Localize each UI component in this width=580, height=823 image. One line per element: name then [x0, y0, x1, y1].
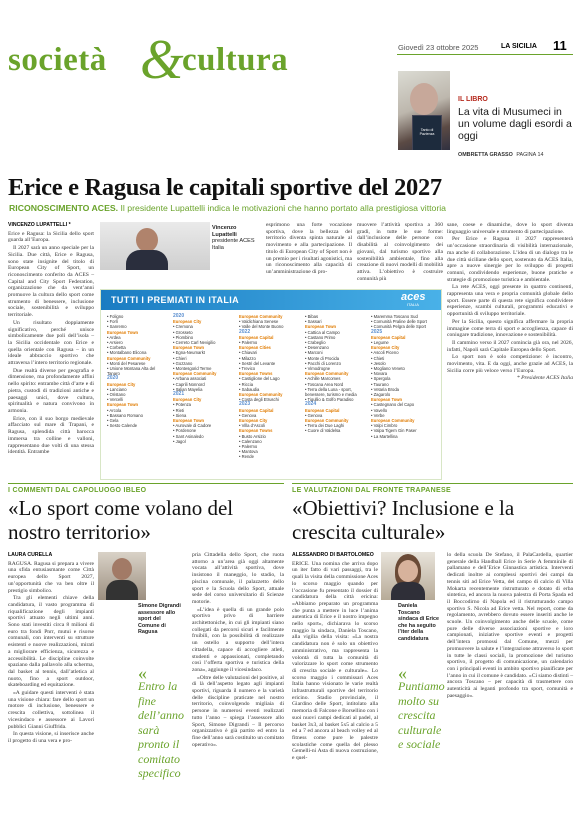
winner-entry: • Villa d’Ascoli: [239, 423, 266, 429]
toscano-caption: [398, 603, 440, 642]
lupattelli-caption: [212, 225, 262, 252]
winner-entry: • Cattica al Campo: [305, 329, 340, 335]
winner-entry: 2023: [239, 401, 251, 408]
winners-column: [305, 314, 367, 434]
winner-entry: European City: [239, 418, 268, 424]
winner-entry: • Chieti: [371, 355, 385, 361]
winner-entry: European Town: [305, 324, 337, 330]
story2-paragraph: Tra gli elementi chiave della candidatura, il vasto programma di riqualificazione degli impianti sportivi attuato negli ultimi anni. Sono stati investiti circa 8 milioni di euro tra fondi Pnrr, mutui e risorse comunali, con interventi su strutture esistenti e nuove realizzazioni, mirati a migliorare efficienza, sicurezza e accessibilità. Le discipline coinvolte spaziano dalla pallavolo alla scherma, dal basket al tennis, dall’atletica al nuoto, fino a sport outdoor, skateboarding ed equitazione.: [8, 595, 94, 689]
winner-entry: • Valpi Cimbro: [371, 423, 398, 429]
winner-entry: • Marconi: [305, 350, 323, 356]
winner-entry: • Monte di Procida: [305, 355, 340, 361]
lead-paragraph: Erice e Ragusa: la Sicilia dello sport guarda all’Europa.: [8, 230, 94, 244]
winner-entry: • Siena: [173, 412, 187, 418]
lead-paragraph: Per Erice e Ragusa il 2027 rappresenterà un’occasione straordinaria di visibilità internazionale, ma anche di collaborazione. L’idea di un dialogo tra le due città siciliane dello sport, sostenuto da ACES Italia, apre a nuove sinergie per lo sviluppo di progetti comuni, condividendo esperienze, buone pratiche e strategie di promozione turistica e ambientale.: [447, 236, 573, 283]
winner-entry: • Busto Arsizio: [239, 433, 266, 439]
portrait-body: [126, 250, 168, 270]
winner-entry: • Vimodrogne: [305, 366, 331, 372]
winner-entry: • Palermo: [239, 340, 258, 346]
winner-entry: • Novara: [371, 371, 388, 377]
winner-entry: • Cremona: [173, 324, 193, 330]
lead-paragraph: Lo sport non è solo competizione: è incontro, movimento, vita. E da oggi, anche grazie ad ACES, la Sicilia corre più veloce verso l’Europa.: [447, 354, 573, 374]
winner-entry: • Italian Mayelia: [173, 386, 203, 392]
story2-headline[interactable]: «Lo sport come volano del nostro territorio»: [8, 496, 234, 544]
section-title-societa: società: [8, 42, 107, 78]
winner-entry: • Bassano Romano: [107, 412, 143, 418]
lead-subtitle: Il presidente Lupattelli indica le motivazioni che hanno portato alla prestigiosa vittoria: [120, 203, 447, 213]
story3-paragraph: ERICE. Una nomina che arriva dopo un iter fatto di vari passaggi, tra le quali la visita della commissione Aces lo scorso maggio quando per l’occasione fu presentato il dossier di candidatura della città ericina: «Abbiamo preparato un programma che punta a mettere in luce l’anima autentica di Erice e il nostro impegno nello sport», dichiarava lo scorso maggio la sindaca, Daniela Toscano, alla vigilia della visita: «La nostra candidatura non è solo un obiettivo amministrativo, ma rappresenta la volontà di tutta la comunità di valorizzare lo sport come strumento di crescita sociale e culturale». Lo scorso maggio i commissari Aces Italia hanno visionato le varie realtà infrastrutturali sportive del territorio ericino. Stadio provinciale, il Giardino delle Sport, intitolato alla memoria di Falcone e Borsellino con i suoi nuovi campi dedicati al padel, al basket 3x3, al basket 5x5 al calcio a 5 ed a 7 ed ancora al beach volley ed al fitness come pure le palestre scolastiche come quella del plesso Gemelli-ni Asta di nuova costruzione, e quel-: [292, 560, 378, 762]
lead-paragraph: Per la Sicilia, questo significa affermare la propria immagine come terra di sport e accoglienza, capace di coniugare tradizione, innovazione e sostenibilità.: [447, 318, 573, 339]
winner-entry: • Rende: [239, 454, 254, 460]
lead-col-5: [447, 222, 573, 383]
winner-entry: • Toscana Area Nord: [305, 381, 344, 387]
story2-paragraph: In questa visione, si inserisce anche il progetto di una vera e pro-: [8, 731, 94, 744]
winner-entry: • Spergola: [371, 376, 391, 382]
page-date: Giovedì 23 ottobre 2025: [398, 43, 479, 52]
winner-entry: • Zagarolo: [371, 392, 391, 398]
lead-paragraph: Due realtà diverse per geografia e dimensione, ma profondamente affini nello spirito: entrambe città d’arte e di pietra, custodi di tradizioni antiche e paesaggi unici, dove cultura, spiritualità e natura convivono in armonia.: [8, 367, 94, 414]
lead-col-3-top: [266, 222, 352, 277]
book-title: Tanto di Pazienza: [419, 128, 435, 136]
winner-entry: • Arbana associati: [173, 376, 207, 382]
winner-entry: • Sanremo: [107, 324, 127, 330]
winner-entry: • Egna-Neumarkt: [173, 350, 205, 356]
winner-entry: 2020: [107, 375, 119, 382]
winner-entry: • Mantova: [239, 449, 258, 455]
story2-quote-mark: «: [138, 663, 147, 683]
winner-entry: • Lanciano: [107, 386, 127, 392]
lead-byline: VINCENZO LUPATTELLI *: [8, 222, 71, 228]
lead-col-4-top: [357, 222, 443, 283]
paper-name: LA SICILIA: [501, 43, 537, 50]
winners-graphic: [100, 289, 442, 480]
story2-rule: [8, 483, 284, 484]
winner-entry: European Cities: [239, 345, 271, 351]
winner-entry: • Tigullio & Golfo Paradiso: [305, 397, 354, 403]
winner-entry: • Pacchi di Lorenzo: [305, 360, 341, 366]
winner-entry: European Community: [173, 371, 217, 377]
story3-section: LE VALUTAZIONI DAL FRONTE TRAPANESE: [292, 487, 451, 494]
toscano-head: [398, 560, 418, 582]
lead-paragraph: Erice, con il suo borgo medievale affacciato sul mare di Trapani, e Ragusa, splendida città barocca immersa tra colline e valloni, rappresentano due volti di una stessa identità. Entrambe: [8, 415, 94, 456]
winner-entry: • Riccia: [239, 381, 254, 387]
winner-entry: • Grosseto: [173, 329, 193, 335]
story2-byline: LAURA CURELLA: [8, 552, 53, 558]
lead-paragraph: esprimono una forte vocazione sportiva, dove la bellezza del territorio diventa spinta naturale al movimento e alla partecipazione. Il titolo di European City of Sport non è un premio per i risultati agonistici, ma un riconoscimento alla capacità di un’amministrazione di pro-: [266, 222, 352, 275]
winner-entry: 2020: [173, 313, 185, 319]
winner-entry: • Taurano: [371, 381, 389, 387]
lead-headline[interactable]: Erice e Ragusa le capitali sportive del 2027: [8, 174, 442, 201]
winners-column: [239, 314, 301, 460]
winner-entry: • La Martellina: [371, 433, 398, 439]
winner-entry: • Achille Marcomes: [305, 376, 341, 382]
story3-byline: ALESSANDRO DI BARTOLOMEO: [292, 552, 374, 558]
winner-entry: • Rieti: [173, 407, 185, 413]
winner-entry: • Unione Montana Alta del Tanaro: [107, 366, 156, 377]
winner-entry: • Arsiero: [107, 340, 123, 346]
story3-col-3: [447, 552, 573, 700]
story3-paragraph: lo della scuola De Stefano, il PalaCardella, quartier generale della Handball Erice in Serie A femminile di pallamano e dell’Erice Ginnastica artistica. Interventi dedicati inoltre ai complessi sportivi dei campi da tennis siti ad Erice Vetta, del campo di calcio di Villa Mokarta recentemente ristrutturato e dotato di erba sintetica, ed ancora la nuova palestra di Porta Spada ed il Boccodirno di Napola ed il ristrutturando campo sportivo S. Nicola ad Erice vetta. Nel report, come da regolamento, avrebbero dovuto essere inseriti anche le scuole. Un coinvolgimento anche delle scuole, come pure delle diverse associazioni sportive e loro campionati, iniziative sportive eventi e progetti dell’intera promossi dal Comune, mezzi per promuovere la salute e l’integrazione attraverso lo sport in tutte le classi sociali, la promozione del turismo sportivo, il progetto di comunicazione, un calendario con i principali eventi in ambito sportivo pianificate per l’anno in cui il comune è candidato. «Ci siamo distinti – ancora Toscano – per capacità di trasmettere con autenticità ai leganti profondo tra sport, comunità e paesaggio».: [447, 552, 573, 699]
winner-entry: • Valle del Monte Buono: [239, 324, 284, 330]
winner-entry: • Chieri: [173, 355, 187, 361]
winner-entry: • Foligno: [107, 314, 124, 319]
winner-entry: • Pordenone: [173, 428, 197, 434]
winner-entry: European Capital: [239, 334, 274, 340]
lead-paragraph: La rete ACES, oggi presente in quattro continenti, rappresenta una vera e propria comunità globale dello sport. Essere parte di questa rete significa condividere esperienze, scambi culturali, programmi educativi e opportunità di sviluppo territoriale.: [447, 284, 573, 318]
winner-entry: • Sassari: [305, 319, 322, 325]
winner-entry: • Costa degli Etruschi: [239, 397, 279, 403]
winner-entry: • Aurovale di Cadore: [173, 423, 212, 429]
page-number: 11: [553, 38, 567, 53]
winner-entry: • Valdichiana Senese: [239, 319, 279, 325]
winner-entry: • Castano Primo: [305, 334, 336, 340]
winner-entry: • Cerreto Carl Nevigilio: [173, 340, 216, 346]
winner-entry: • Ardea: [107, 334, 121, 340]
winner-entry: • Gela: [107, 418, 119, 424]
digrandi-caption: [138, 603, 182, 636]
winner-entry: • Jesolo: [371, 360, 386, 366]
winner-entry: 2024: [305, 401, 317, 408]
winner-entry: European Town: [173, 345, 205, 351]
lead-paragraph: Il 2027 sarà un anno speciale per la Sicilia. Due città, Erice e Ragusa, sono state insignite del titolo di European City of Sport, un riconoscimento conferito da ACES – Capital and City Sport Federation, organizzazione che da vent’anni promuove la cultura dello sport come strumento di benessere, inclusione sociale, sostenibilità e sviluppo territoriale.: [8, 245, 94, 319]
winner-entry: • Comunità Praline delle Sport: [371, 319, 427, 325]
toscano-photo: [381, 552, 435, 600]
story2-paragraph: «L’idea è quella di un grande polo sportivo privo di barriere architettoniche, in cui gli impianti siano collegati da percorsi sicuri e facilmente fruibili, con la possibilità di realizzare un ostello a supporto dell’intera cittadella, capace di accogliere atleti, studenti e appassionati, completando così l’offerta sportiva e turistica della zona», aggiunge il vicesindaco.: [192, 606, 284, 673]
winner-entry: • Terra della Luna - sport, benessere, turismo e media: [305, 386, 357, 398]
aces-logo-text: aces: [401, 291, 426, 303]
story2-paragraph: pria Cittadella dello Sport, che ruota attorno a un’area già oggi altamente vocata all’attività sportiva, dove insistono il maneggio, lo stadio, la piscina comunale, il palazzetto dello sport e la Scuola dello Sport, attuale sede del corso universitario di Scienze motorie.: [192, 552, 284, 605]
winner-entry: 2022: [239, 328, 251, 335]
winner-entry: • Palermo: [239, 444, 258, 450]
masthead-rule: [397, 54, 573, 55]
winner-entry: • Genova: [239, 412, 257, 418]
lupattelli-photo: [100, 222, 210, 270]
winner-entry: • Comunità Pelgra delle Sport: [371, 324, 427, 330]
teaser-page-ref: PAGINA 14: [516, 152, 544, 158]
aces-logo-sub: ITALIA: [407, 302, 419, 307]
winner-entry: • Desenzano: [305, 345, 329, 351]
winner-entry: European Community: [239, 314, 283, 319]
winner-entry: European City: [107, 381, 136, 387]
winner-entry: European City: [173, 397, 202, 403]
winner-entry: • Calenzano: [239, 438, 262, 444]
winner-entry: European Capital: [239, 407, 274, 413]
author-head: [410, 83, 438, 115]
winner-entry: • Piombino: [173, 334, 194, 340]
lead-author-note: * Presidente ACES Italia: [516, 375, 573, 382]
winner-entry: • Gozzano: [173, 360, 193, 366]
story2-paragraph: «Oltre delle valutazioni del positive, al di là dell’aspetto legato agli impianti sportivi, riguarda il numero e la varietà delle discipline praticate nel nostro territorio, coinvolgendo migliaia di persone in numerosi eventi realizzati tutto l’anno – spiega l’assessore allo Sport, Simone Digrandi – Il percorso organizzativo è già partito ed entro la fine dell’anno sarà costituito un comitato operativo».: [192, 674, 284, 748]
winner-entry: European Community: [107, 355, 151, 361]
winner-entry: • Ascoli Piceno: [371, 350, 399, 356]
lead-paragraph: sane, coese e dinamiche, dove lo sport diventa linguaggio universale e strumento di partecipazione.: [447, 222, 573, 235]
winner-entry: European Community: [371, 418, 415, 424]
winner-entry: • Forlì: [107, 319, 119, 325]
digrandi-body: [106, 580, 138, 600]
winner-entry: European Community: [239, 392, 283, 398]
winner-entry: European City: [371, 345, 400, 351]
winner-entry: • Jagol: [173, 438, 186, 444]
winners-column: [173, 314, 235, 444]
winners-title: TUTTI I PREMIATI IN ITALIA: [111, 295, 240, 305]
winner-entry: European Town: [107, 402, 139, 408]
winner-entry: European Town: [371, 397, 403, 403]
winner-entry: • Trevico: [239, 366, 256, 372]
winner-entry: European Town: [107, 329, 139, 335]
winner-entry: • Castegnano del Capo: [371, 402, 415, 408]
story2-pull-quote: Entro la fine dell’anno sarà pronto il comitato specifico: [138, 679, 184, 780]
portrait-head: [136, 228, 158, 252]
winner-entry: • Verbe: [371, 412, 385, 418]
digrandi-photo: [98, 552, 146, 600]
teaser-author: OMBRETTA GRASSO: [458, 152, 513, 158]
section-masthead: [8, 29, 308, 91]
winner-entry: • Mogliano Veneto: [371, 366, 405, 372]
story3-headline[interactable]: «Obiettivi? Inclusione e la crescita culturale»: [292, 496, 515, 544]
story2-col-3: [192, 552, 284, 749]
lead-paragraph: Il cammino verso il 2027 comincia già ora, nel 2026, infatti, Napoli sarà Capitale Europea dello Sport.: [447, 339, 573, 353]
winner-entry: • Caprili Nonnord: [173, 381, 205, 387]
toscano-body: [391, 582, 425, 600]
story2-paragraph: RAGUSA. Ragusa si prepara a vivere una sfida entusiasmante come Città europea dello Sport 2027, un’opportunità che va ben oltre il prestigio simbolico.: [8, 560, 94, 594]
winner-entry: • Bibas: [305, 314, 319, 319]
winner-entry: • Genova: [305, 412, 323, 418]
winner-entry: • Sabaudia: [239, 386, 260, 392]
winner-entry: • Sestri del Levante: [239, 360, 276, 366]
story2-paragraph: «A guidare questi interventi è stata una visione chiara: fare dello sport un motore di inclusione, benessere e crescita collettiva, sottolinea il vicesindaco e assessore ai Lavori pubblici Gianni Giuffrida.: [8, 690, 94, 730]
caption-name: Simone Digrandi: [138, 603, 181, 609]
book-cover: [412, 115, 442, 150]
winner-entry: European Town: [173, 418, 205, 424]
lead-col-1: [8, 222, 94, 457]
caption-name: Vincenzo Lupattelli: [212, 225, 237, 238]
section-ampersand: &: [140, 29, 184, 91]
winner-entry: • Crabeglio: [305, 340, 326, 346]
winner-entry: • Oristano: [107, 392, 126, 398]
story3-rule: [292, 483, 573, 484]
winner-entry: • Sesto Calende: [107, 423, 138, 429]
caption-role: sindaca di Erice che ha seguito l’iter della candidatura: [398, 616, 440, 642]
teaser-kicker: IL LIBRO: [458, 96, 488, 103]
winner-entry: European Community: [305, 371, 349, 377]
digrandi-head: [112, 558, 132, 580]
story3-pull-quote: Puntiamo molto su crescita culturale e sociale: [398, 679, 445, 751]
winner-entry: • Cuore di Valdelsa: [305, 428, 341, 434]
teaser-title[interactable]: La vita di Musumeci in un volume dagli esordi a oggi: [458, 106, 572, 142]
winner-entry: European Towns: [239, 371, 273, 377]
winner-entry: European Capital: [305, 407, 340, 413]
winner-entry: • Arcola: [107, 407, 122, 413]
winners-column: [107, 314, 169, 428]
lead-paragraph: Un risultato doppiamente significativo, perché unisce simbolicamente due poli dell’isola – la Sicilia occidentale con Erice e quella orientale con Ragusa – in un ideale abbraccio sportivo che attraversa l’intero territorio regionale.: [8, 319, 94, 367]
caption-name: Daniela Toscano: [398, 603, 420, 616]
winner-entry: • Vetaria Broda: [371, 386, 400, 392]
winner-entry: European Capital: [371, 334, 406, 340]
section-title-cultura: cultura: [182, 42, 289, 78]
caption-role: assessore allo sport del Comune di Ragusa: [138, 609, 176, 635]
story2-section: I COMMENTI DAL CAPOLUOGO IBLEO: [8, 487, 147, 494]
winner-entry: • Sant Asinaledo: [173, 433, 204, 439]
winner-entry: • Corbetta: [107, 345, 126, 351]
winner-entry: 2025: [371, 328, 383, 335]
winner-entry: • Montesgorid Terme: [173, 366, 212, 372]
winner-entry: • Potenza: [173, 402, 191, 408]
winner-entry: • Monti del Pesarese: [107, 360, 146, 366]
teaser-credit: [458, 152, 543, 158]
lead-subhead: [9, 203, 579, 213]
winner-entry: European City: [173, 319, 202, 325]
aces-logo: [397, 291, 437, 309]
winner-entry: • Milazzo: [239, 355, 256, 361]
winner-entry: • Vercelli: [107, 397, 124, 403]
winner-entry: 2021: [173, 391, 185, 398]
story3-quote-mark: «: [398, 663, 407, 683]
winner-entry: • Legume: [371, 340, 389, 346]
winner-entry: • Vavello: [371, 407, 388, 413]
lead-kicker: RICONOSCIMENTO ACES.: [9, 203, 119, 213]
winner-entry: • Terra dei Due Laghi: [305, 423, 345, 429]
winner-entry: European Towns: [239, 428, 273, 434]
winner-entry: • Chiavari: [239, 350, 257, 356]
winner-entry: • Castiglione del Lago: [239, 376, 280, 382]
story2-col-1: [8, 552, 94, 746]
caption-role: presidente ACES Italia: [212, 238, 255, 252]
winner-entry: • Valpa Tigern Gin Paser: [371, 428, 417, 434]
story3-col-1: [292, 552, 378, 763]
winners-column: [371, 314, 433, 439]
winner-entry: European Community: [305, 418, 349, 424]
winner-entry: • Maremma Toscano Sud: [371, 314, 418, 319]
lead-paragraph: muovere l’attività sportiva a 360 gradi, in tutte le sue forme: dall’inclusione delle persone con disabilità al coinvolgimento dei giovani, dal turismo sportivo alla sostenibilità ambientale, fino alla creazione di nuovi modelli di mobilità attiva. L’obiettivo è costruire comunità più: [357, 222, 443, 282]
teaser-photo: [398, 71, 450, 150]
winner-entry: • Montalbano Elicona: [107, 350, 147, 356]
